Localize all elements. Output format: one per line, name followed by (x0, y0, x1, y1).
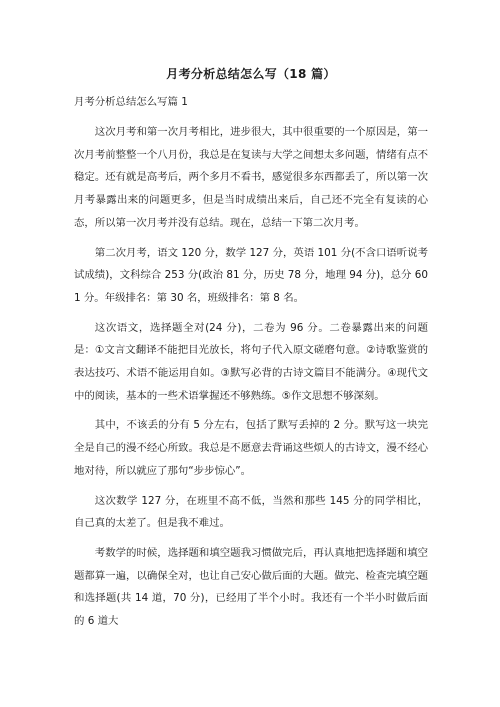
paragraph-3: 这次语文，选择题全对(24 分)，二卷为 96 分。二卷暴露出来的问题是：①文言文翻译不能把目光放长，将句子代入原文磋磨句意。②诗歌鉴赏的表达技巧、术语不能运用自如。③默写必背的古诗文篇目不能满分。④现代文中的阅读，基本的一些术语掌握还不够熟练。⑤作文思想不够深刻。 (74, 321, 428, 402)
paragraph-5: 这次数学 127 分，在班里不高不低，当然和那些 145 分的同学相比，自己真的太差了。但是我不难过。 (74, 494, 428, 530)
paragraph-2: 第二次月考，语文 120 分，数学 127 分，英语 101 分(不含口语听说考试成绩)，文科综合 253 分(政治 81 分，历史 78 分，地理 94 分)，总分 601 分。年级排名：第 30 名，班级排名：第 8 名。 (74, 246, 428, 304)
paragraph-4: 其中，不该丢的分有 5 分左右，包括了默写丢掉的 2 分。默写这一块完全是自己的漫不经心所致。我总是不愿意去背诵这些烦人的古诗文，漫不经心地对待，所以就应了那句“步步惊心”。 (74, 419, 428, 477)
paragraph-6: 考数学的时候，选择题和填空题我习惯做完后，再认真地把选择题和填空题都算一遍，以确保全对，也让自己安心做后面的大题。做完、检查完填空题和选择题(共 14 道，70 分)，已经用了半个小时。我还有一个半小时做后面的 6 道大 (74, 546, 428, 628)
section-heading: 月考分析总结怎么写篇 1 (74, 96, 188, 108)
document-title: 月考分析总结怎么写（18 篇） (166, 67, 336, 81)
paragraph-1: 这次月考和第一次月考相比，进步很大，其中很重要的一个原因是，第一次月考前整整一个八月份，我总是在复读与大学之间想太多问题，情绪有点不稳定。还有就是高考后，两个多月不看书，感觉很多东西都丢了，所以第一次月考暴露出来的问题更多，但是当时成绩出来后，自己还不完全有复读的心态，所以第一次月考并没有总结。现在，总结一下第二次月考。 (74, 126, 428, 229)
